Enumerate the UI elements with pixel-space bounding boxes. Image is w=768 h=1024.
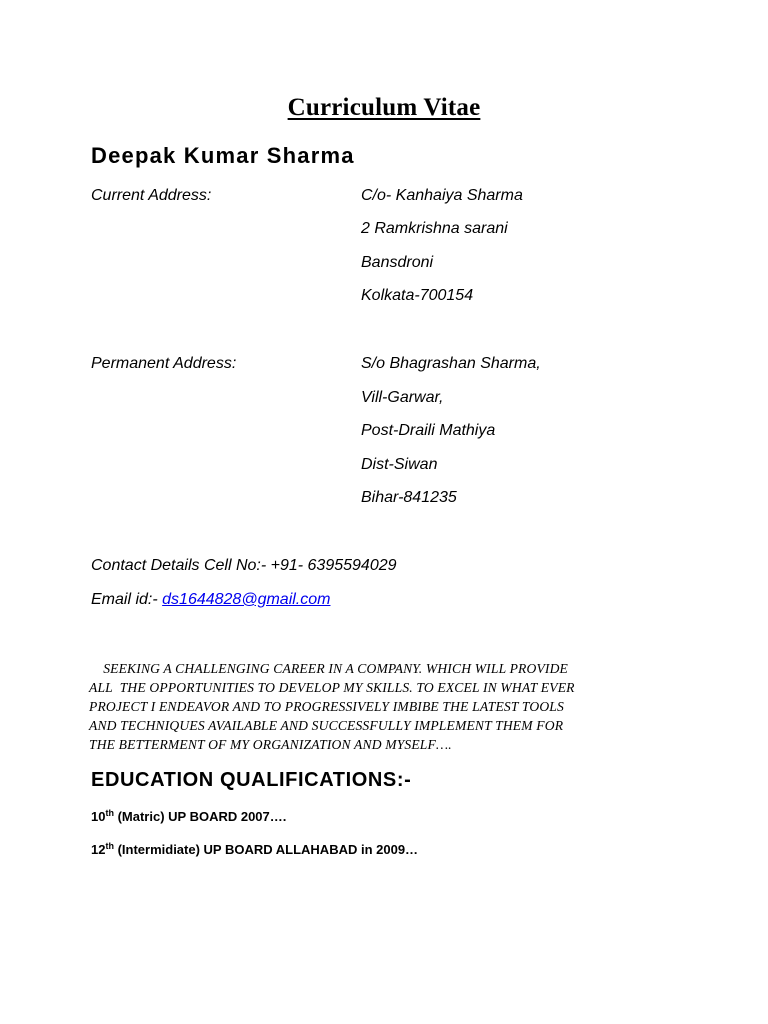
current-address-line: Kolkata-700154	[361, 287, 474, 304]
permanent-address-line: Post-Draili Mathiya	[361, 422, 496, 439]
education-item	[91, 842, 418, 857]
education-item-number: 10	[91, 809, 106, 824]
education-item-text: (Intermidiate) UP BOARD ALLAHABAD in 2009…	[113, 842, 419, 857]
current-address-line: Bansdroni	[361, 254, 434, 271]
education-item-suffix: th	[105, 808, 114, 818]
objective-line: THE BETTERMENT OF MY ORGANIZATION AND MYSELF….	[89, 737, 452, 752]
permanent-address-line: S/o Bhagrashan Sharma,	[361, 355, 541, 372]
document-title: Curriculum Vitae	[287, 94, 481, 121]
objective-line: SEEKING A CHALLENGING CAREER IN A COMPANY. WHICH WILL PROVIDE	[89, 661, 569, 676]
permanent-address-line: Bihar-841235	[361, 489, 457, 506]
current-address-line: 2 Ramkrishna sarani	[361, 220, 508, 237]
education-heading: EDUCATION QUALIFICATIONS:-	[91, 769, 412, 791]
email-label: Email id:-	[91, 591, 158, 608]
permanent-address-line: Vill-Garwar,	[361, 389, 444, 406]
email-link[interactable]: ds1644828@gmail.com	[162, 591, 331, 608]
education-item-text: (Matric) UP BOARD 2007….	[113, 809, 287, 824]
permanent-address-label: Permanent Address:	[91, 355, 237, 372]
contact-details: Contact Details Cell No:- +91- 6395594029	[91, 557, 397, 574]
email-row	[91, 591, 330, 609]
education-item	[91, 809, 286, 824]
career-objective	[89, 659, 689, 754]
current-address-line: C/o- Kanhaiya Sharma	[361, 187, 523, 204]
objective-line: ALL THE OPPORTUNITIES TO DEVELOP MY SKILLS. TO EXCEL IN WHAT EVER	[89, 680, 575, 695]
education-item-suffix: th	[105, 841, 114, 851]
objective-line: PROJECT I ENDEAVOR AND TO PROGRESSIVELY IMBIBE THE LATEST TOOLS	[89, 699, 564, 714]
current-address-label: Current Address:	[91, 187, 212, 204]
permanent-address-line: Dist-Siwan	[361, 456, 438, 473]
candidate-name: Deepak Kumar Sharma	[91, 143, 355, 168]
education-item-number: 12	[91, 842, 106, 857]
objective-line: AND TECHNIQUES AVAILABLE AND SUCCESSFULLY IMPLEMENT THEM FOR	[89, 718, 564, 733]
